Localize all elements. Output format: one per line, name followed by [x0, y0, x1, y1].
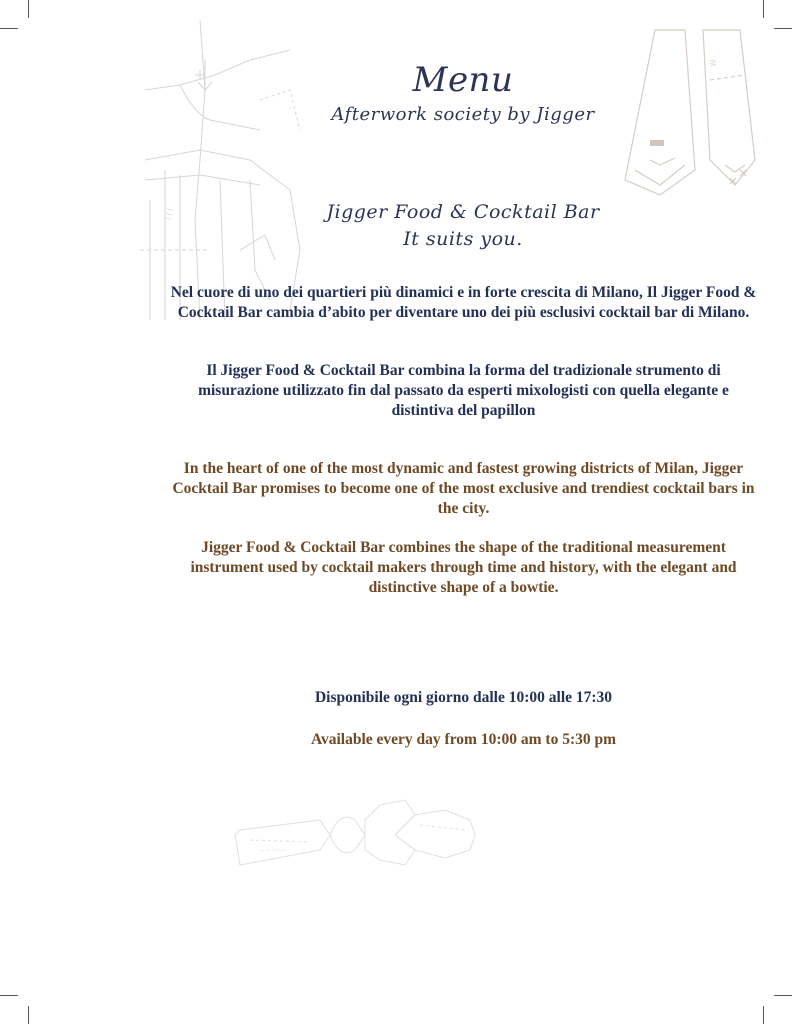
tagline-line-2: It suits you.	[403, 228, 523, 250]
crop-mark-bottom-right-v	[763, 1006, 764, 1024]
english-paragraph-2: Jigger Food & Cocktail Bar combines the shape of the traditional measurement instrument used by cocktail makers through time and history, with the elegant and distinctive shape of a bowtie.	[190, 539, 737, 596]
svg-text:fit: fit	[708, 58, 718, 68]
hours-english: Available every day from 10:00 am to 5:30 pm	[310, 731, 617, 748]
menu-title: Menu	[412, 60, 514, 100]
bowtie-pattern-illustration	[230, 790, 530, 880]
hours-italian: Disponibile ogni giorno dalle 10:00 alle 17:30	[314, 689, 613, 706]
crop-mark-bottom-left-v	[28, 1006, 29, 1024]
crop-mark-top-right-v	[763, 0, 764, 18]
crop-mark-bottom-left-h	[0, 995, 18, 996]
crop-mark-top-left-v	[28, 0, 29, 18]
crop-mark-top-left-h	[0, 28, 18, 29]
svg-text:ʃ ʃ ʃ: ʃ ʃ ʃ	[164, 207, 174, 221]
menu-subtitle: Afterwork society by Jigger	[331, 104, 595, 125]
italian-paragraph-2: Il Jigger Food & Cocktail Bar combina la forma del tradizionale strumento di misurazione utilizzato fin dal passato da esperti mixologisti con quella elegante e distintiva del papillon	[198, 362, 729, 419]
italian-paragraph-1: Nel cuore di uno dei quartieri più dinamici e in forte crescita di Milano, Il Jigger Food & Cocktail Bar cambia d’abito per diventare uno dei più esclusivi cocktail bar di Milano.	[170, 284, 757, 321]
crop-mark-top-right-h	[774, 28, 792, 29]
svg-text:~~ ~~~: ~~ ~~~	[260, 847, 288, 854]
crop-mark-bottom-right-h	[774, 995, 792, 996]
tagline-line-1: Jigger Food & Cocktail Bar	[326, 201, 600, 223]
english-paragraph-1: In the heart of one of the most dynamic and fastest growing districts of Milan, Jigger Cocktail Bar promises to become one of the most exclusive and trendiest cocktail bars in the city.	[172, 460, 755, 517]
